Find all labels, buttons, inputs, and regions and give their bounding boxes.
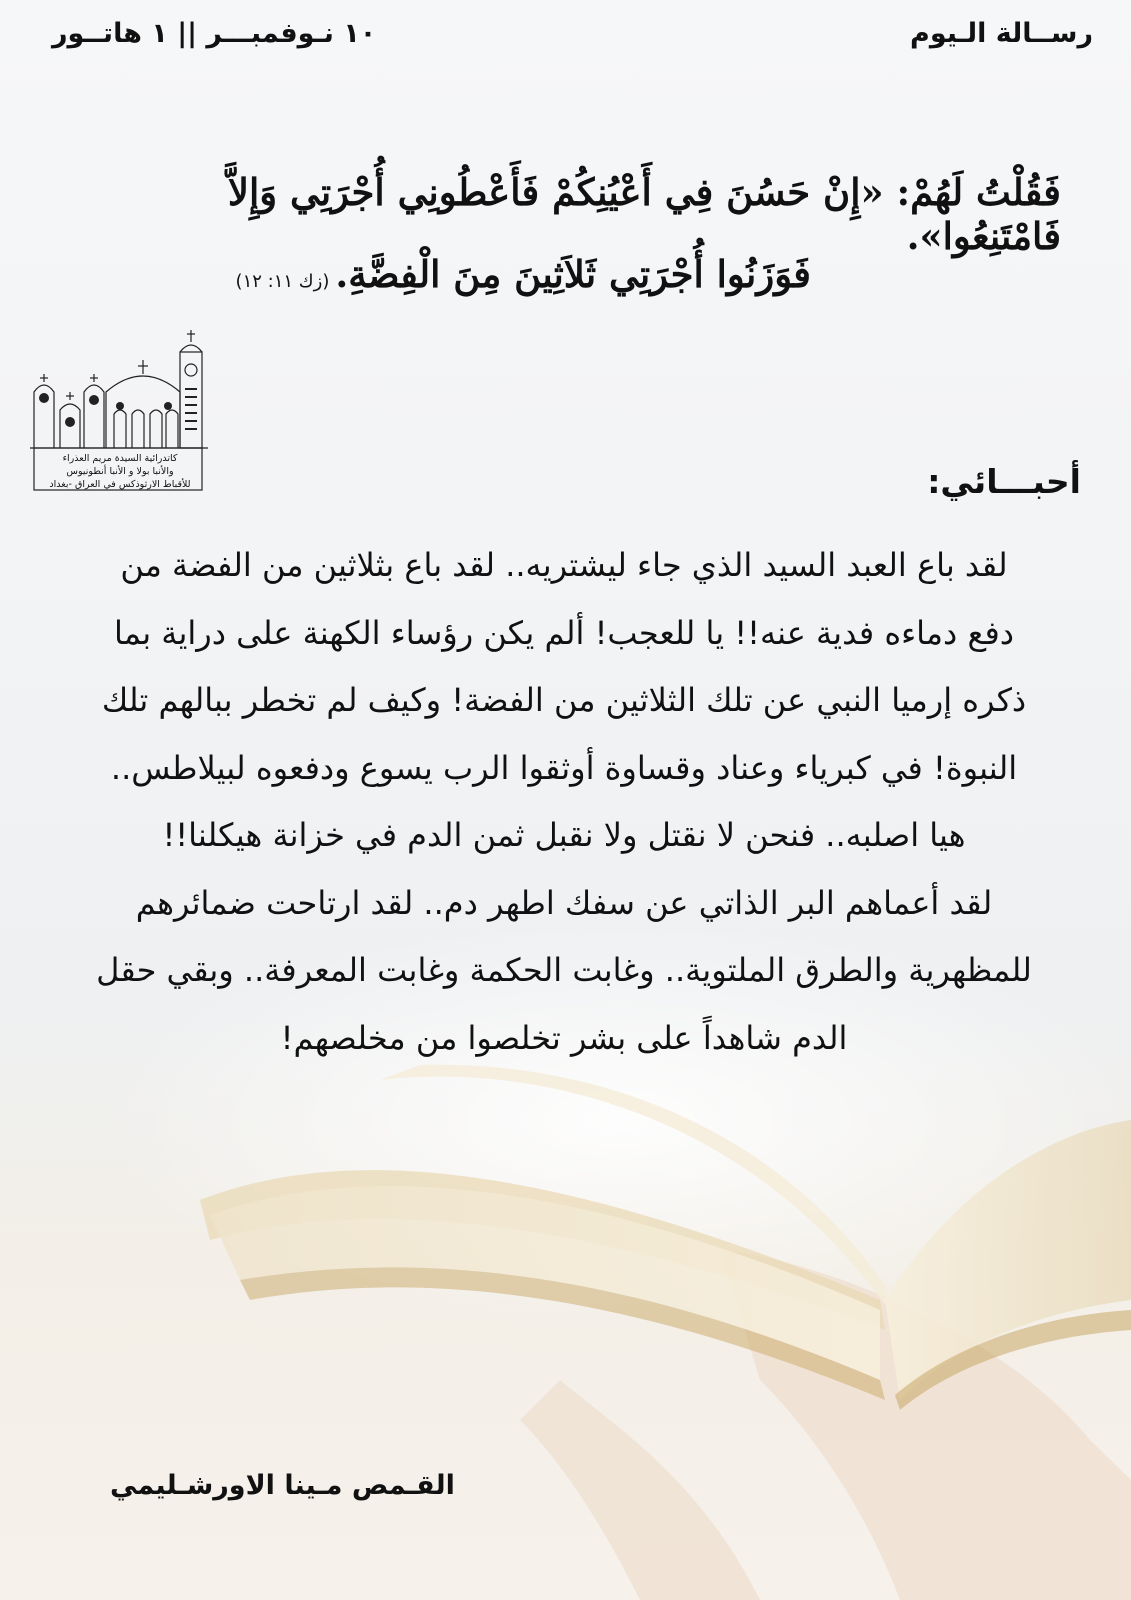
verse-line-2-text: فَوَزَنُوا أُجْرَتِي ثَلاَثِينَ مِنَ الْفِضَّةِ. — [335, 252, 811, 296]
date-label: ١٠ نـوفمبـــر || ١ هاتــور — [52, 18, 377, 49]
verse-reference: (زك ١١: ١٢) — [235, 271, 330, 292]
verse-line-1: فَقُلْتُ لَهُمْ: «إِنْ حَسُنَ فِي أَعْيُنِكُمْ فَأَعْطُونِي أُجْرَتِي وَإِلاَّ فَامْتَنِعُوا». — [227, 170, 1061, 258]
logo-text-line-1: كاتدرائية السيدة مريم العذراء — [62, 453, 178, 464]
logo-text-line-3: للأقباط الارثوذكس في العراق -بغداد — [49, 479, 191, 490]
body-line: لقد أعماهم البر الذاتي عن سفك اطهر دم.. لقد ارتاحت ضمائرهم — [135, 883, 993, 922]
body-line: دفع دماءه فدية عنه!! يا للعجب! ألم يكن رؤساء الكهنة على دراية بما — [113, 613, 1015, 652]
page-title: رســالة الـيوم — [910, 18, 1093, 49]
body-line: النبوة! في كبرياء وعناد وقساوة أوثقوا الرب يسوع ودفعوه لبيلاطس.. — [110, 748, 1018, 787]
greeting: أحبـــائي: — [927, 462, 1081, 501]
author-signature: القـمص مـينا الاورشـليمي — [110, 1470, 455, 1501]
body-line: لقد باع العبد السيد الذي جاء ليشتريه.. لقد باع بثلاثين من الفضة من — [120, 546, 1008, 584]
body-line: للمظهرية والطرق الملتوية.. وغابت الحكمة وغابت المعرفة.. وبقي حقل — [96, 951, 1032, 989]
cathedral-logo — [28, 330, 212, 502]
body-line: هيا اصلبه.. فنحن لا نقتل ولا نقبل ثمن الدم في خزانة هيكلنا!! — [162, 816, 966, 854]
meditation-body — [25, 532, 1103, 1072]
verse-line-2 — [90, 252, 811, 296]
body-line: الدم شاهداً على بشر تخلصوا من مخلصهم! — [280, 1018, 848, 1057]
body-line: ذكره إرميا النبي عن تلك الثلاثين من الفضة! وكيف لم تخطر ببالهم تلك — [101, 681, 1027, 719]
logo-text-line-2: والأنبا بولا و الأنبا أنطونيوس — [66, 466, 174, 477]
